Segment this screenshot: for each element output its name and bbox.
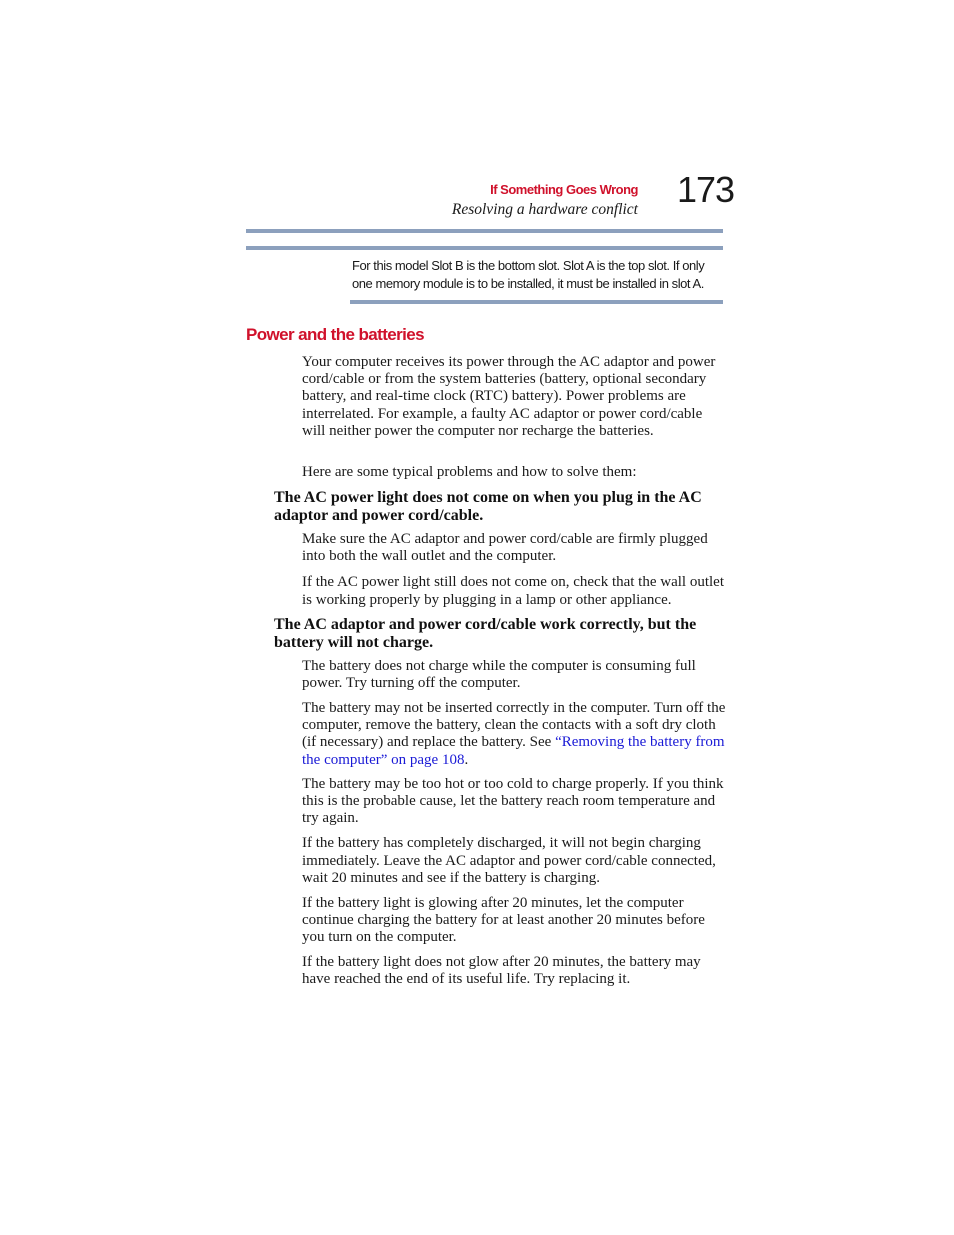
problem-heading: The AC power light does not come on when you plug in the AC adaptor and power cord/cable. — [274, 489, 702, 524]
section-heading: Power and the batteries — [246, 325, 424, 344]
solution-paragraph: If the battery light does not glow after 20 minutes, the battery may have reached the end of its useful life. Try replacing it. — [302, 954, 701, 988]
lead-in-paragraph: Here are some typical problems and how to solve them: — [302, 464, 637, 480]
header-rule — [246, 229, 723, 233]
running-header-section: Resolving a hardware conflict — [451, 201, 638, 218]
intro-paragraph: Your computer receives its power through the AC adaptor and power cord/cable or from the system batteries (battery, optional secondary battery, and real-time clock (RTC) battery). Power problems are interrelated. For example, a faulty AC adaptor or power cord/cable will neither power the computer nor recharge the batteries. — [302, 354, 716, 439]
note-top-rule — [246, 246, 723, 250]
running-header-chapter: If Something Goes Wrong — [490, 182, 638, 197]
problem-heading: The AC adaptor and power cord/cable work correctly, but the battery will not charge. — [274, 616, 697, 651]
page-number: 173 — [677, 169, 735, 210]
note-text: For this model Slot B is the bottom slot. Slot A is the top slot. If only one memory module is to be installed, it must be installed in slot A. — [352, 258, 705, 291]
cross-reference-link[interactable]: “Removing the battery from the computer” on page 108 — [302, 734, 725, 768]
solution-paragraph: The battery does not charge while the computer is consuming full power. Try turning off the computer. — [302, 658, 696, 692]
solution-paragraph: If the AC power light still does not come on, check that the wall outlet is working properly by plugging in a lamp or other appliance. — [302, 574, 724, 608]
solution-paragraph: If the battery light is glowing after 20 minutes, let the computer continue charging the battery for at least another 20 minutes before you turn on the computer. — [302, 895, 705, 946]
note-bottom-rule — [350, 300, 723, 304]
solution-paragraph: Make sure the AC adaptor and power cord/cable are firmly plugged into both the wall outlet and the computer. — [302, 531, 708, 565]
solution-paragraph: If the battery has completely discharged, it will not begin charging immediately. Leave the AC adaptor and power cord/cable connected, wait 20 minutes and see if the battery is charging. — [302, 835, 716, 886]
solution-text: The battery may not be inserted correctly in the computer. Turn off the computer, remove the battery, clean the contacts with a soft dry cloth (if necessary) and replace the battery. See — [302, 700, 726, 751]
solution-paragraph: The battery may be too hot or too cold to charge properly. If you think this is the probable cause, let the battery reach room temperature and try again. — [302, 776, 724, 827]
solution-paragraph — [302, 700, 726, 769]
link-suffix: . — [464, 751, 469, 768]
